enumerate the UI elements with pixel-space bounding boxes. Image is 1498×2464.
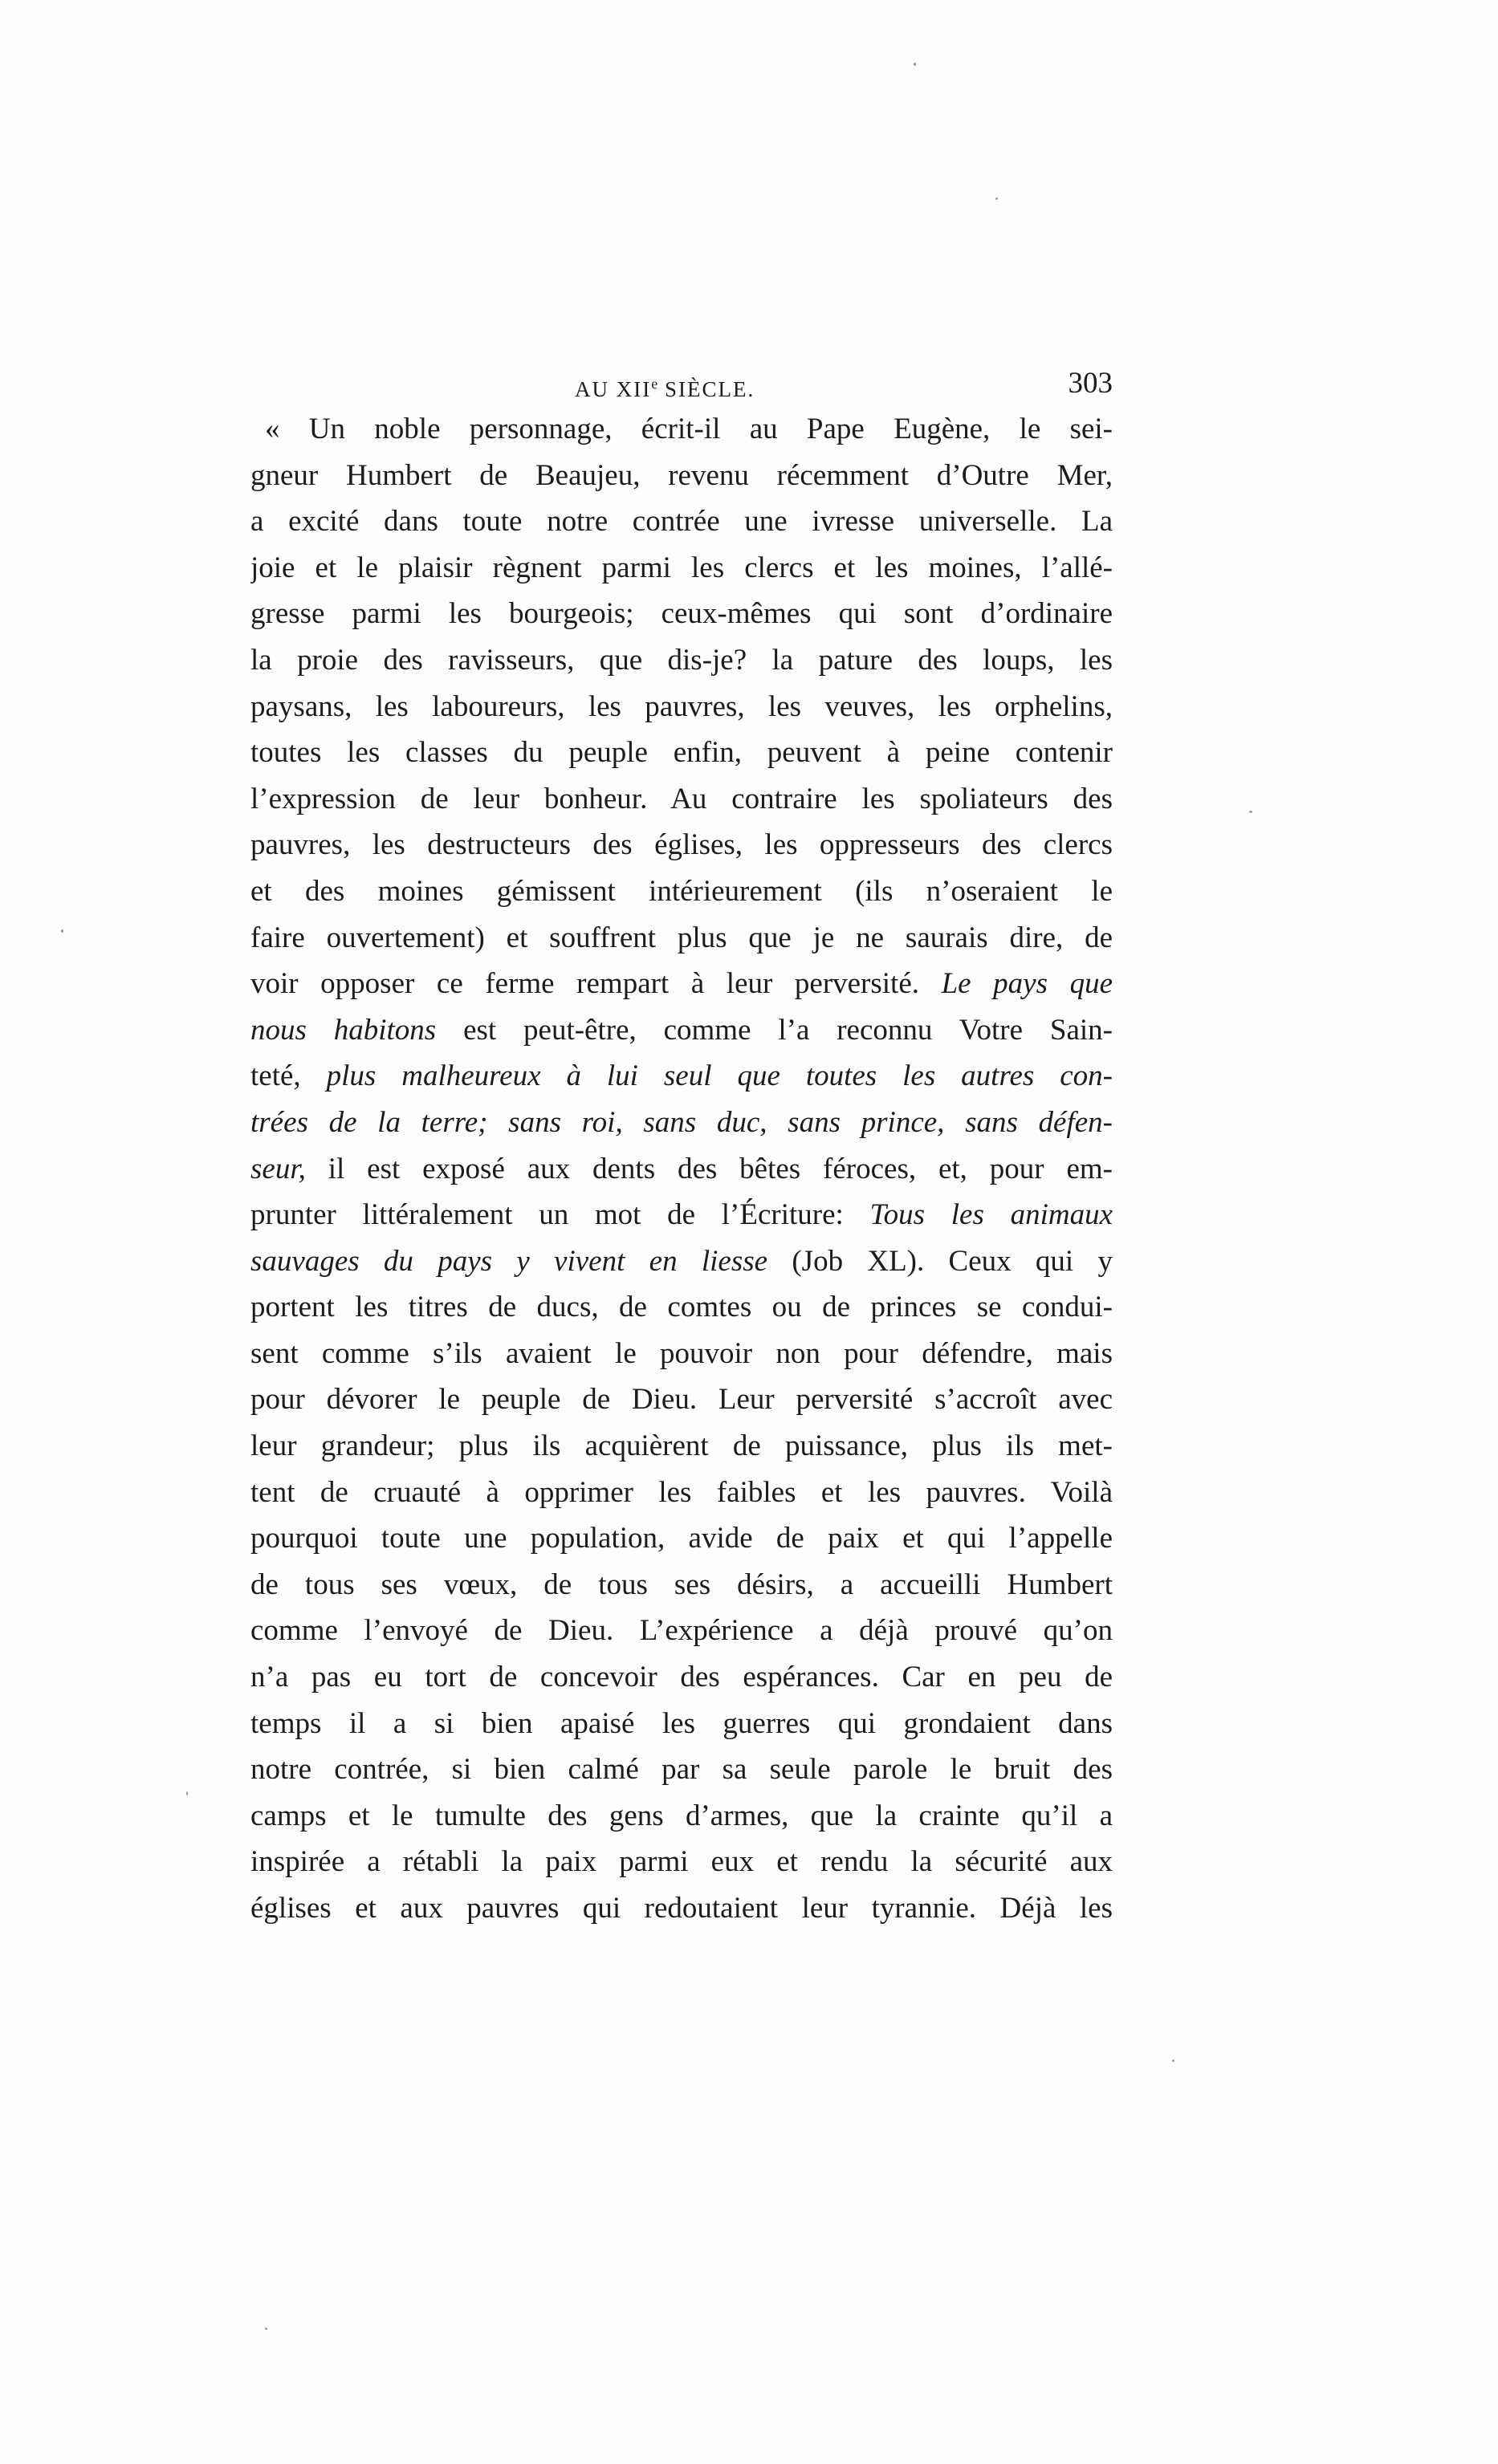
text-run: notre contrée, si bien calmé par sa seule parole le bruit des bbox=[250, 1753, 1113, 1787]
text-run: églises et aux pauvres qui redoutaient leur tyrannie. Déjà les bbox=[250, 1892, 1113, 1925]
paper-speck bbox=[1172, 2059, 1174, 2062]
text-line bbox=[250, 822, 1113, 868]
text-run: prunter littéralement un mot de l’Écriture: bbox=[250, 1198, 870, 1232]
text-run: inspirée a rétabli la paix parmi eux et rendu la sécurité aux bbox=[250, 1845, 1113, 1879]
italic-run: nous habitons bbox=[250, 1013, 437, 1047]
text-line bbox=[250, 1007, 1113, 1054]
text-run: la proie des ravisseurs, que dis-je? la pature des loups, les bbox=[250, 643, 1113, 677]
text-run: (Job XL). Ceux qui y bbox=[767, 1244, 1113, 1278]
text-run: gneur Humbert de Beaujeu, revenu récemment d’Outre Mer, bbox=[250, 458, 1113, 492]
text-line bbox=[250, 1146, 1113, 1193]
paper-speck bbox=[186, 1791, 188, 1795]
century-superscript: e bbox=[651, 376, 658, 392]
italic-run: trées de la terre; sans roi, sans duc, sans prince, sans défen- bbox=[250, 1105, 1113, 1139]
text-run: et des moines gémissent intérieurement (ils n’oseraient le bbox=[250, 874, 1113, 908]
text-line bbox=[250, 1515, 1113, 1562]
text-line bbox=[250, 868, 1113, 915]
text-line bbox=[250, 684, 1113, 730]
text-line bbox=[250, 1053, 1113, 1100]
running-title: AU XIIe SIÈCLE. bbox=[575, 376, 755, 401]
text-run: faire ouvertement) et souffrent plus que je ne saurais dire, de bbox=[250, 921, 1113, 954]
text-line bbox=[250, 730, 1113, 776]
page-number: 303 bbox=[1068, 367, 1113, 400]
text-run: leur grandeur; plus ils acquièrent de puissance, plus ils met- bbox=[250, 1429, 1113, 1463]
paper-speck bbox=[1249, 811, 1252, 813]
text-run: pour dévorer le peuple de Dieu. Leur perversité s’accroît avec bbox=[250, 1383, 1113, 1417]
text-line bbox=[250, 1238, 1113, 1285]
text-run: est peut-être, comme l’a reconnu Votre Sain- bbox=[436, 1013, 1113, 1047]
text-run: toutes les classes du peuple enfin, peuvent à peine contenir bbox=[250, 736, 1113, 770]
text-line bbox=[250, 1793, 1113, 1840]
text-line bbox=[250, 1331, 1113, 1377]
text-run: de tous ses vœux, de tous ses désirs, a accueilli Humbert bbox=[250, 1567, 1113, 1601]
italic-run: sauvages du pays y vivent en liesse bbox=[250, 1244, 768, 1278]
text-run: il est exposé aux dents des bêtes féroces, et, pour em- bbox=[305, 1152, 1113, 1185]
text-run: portent les titres de ducs, de comtes ou de princes se condui- bbox=[250, 1291, 1113, 1324]
text-run: pauvres, les destructeurs des églises, les oppresseurs des clercs bbox=[250, 828, 1113, 862]
body-text bbox=[250, 406, 1113, 1932]
italic-run: plus malheureux à lui seul que toutes les autres con- bbox=[326, 1059, 1113, 1093]
running-head bbox=[250, 363, 1113, 405]
text-line bbox=[250, 961, 1113, 1007]
text-run: camps et le tumulte des gens d’armes, que la crainte qu’il a bbox=[250, 1799, 1113, 1832]
text-line bbox=[250, 637, 1113, 684]
text-line bbox=[250, 1470, 1113, 1516]
text-line bbox=[250, 1192, 1113, 1238]
paper-speck bbox=[914, 63, 916, 66]
italic-run: Le pays que bbox=[941, 967, 1113, 1001]
text-run: « Un noble personnage, écrit-il au Pape Eugène, le sei- bbox=[265, 413, 1113, 445]
text-line bbox=[250, 776, 1113, 823]
text-run: l’expression de leur bonheur. Au contraire les spoliateurs des bbox=[250, 782, 1113, 815]
text-line bbox=[250, 498, 1113, 545]
text-line bbox=[250, 1608, 1113, 1654]
text-run: comme l’envoyé de Dieu. L’expérience a déjà prouvé qu’on bbox=[250, 1614, 1113, 1648]
text-run: a excité dans toute notre contrée une ivresse universelle. La bbox=[250, 505, 1113, 539]
text-line bbox=[250, 591, 1113, 637]
text-run: teté, bbox=[250, 1059, 327, 1093]
text-run: temps il a si bien apaisé les guerres qui grondaient dans bbox=[250, 1706, 1113, 1740]
paper-speck bbox=[995, 197, 998, 200]
text-line bbox=[250, 1562, 1113, 1608]
italic-run: seur, bbox=[250, 1152, 306, 1185]
text-run: voir opposer ce ferme rempart à leur perversité. bbox=[250, 967, 942, 1001]
text-line bbox=[250, 1284, 1113, 1331]
text-line bbox=[250, 1839, 1113, 1885]
text-line bbox=[250, 1885, 1113, 1932]
text-line bbox=[250, 1423, 1113, 1470]
text-line bbox=[250, 1746, 1113, 1793]
paper-speck bbox=[265, 2328, 267, 2330]
text-line bbox=[250, 453, 1113, 499]
paper-speck bbox=[61, 929, 63, 933]
text-line bbox=[250, 406, 1113, 453]
text-line bbox=[250, 1654, 1113, 1701]
text-line bbox=[250, 1376, 1113, 1423]
text-run: n’a pas eu tort de concevoir des espérances. Car en peu de bbox=[250, 1661, 1113, 1694]
text-line bbox=[250, 1701, 1113, 1747]
text-run: paysans, les laboureurs, les pauvres, les veuves, les orphelins, bbox=[250, 689, 1113, 723]
text-run: joie et le plaisir règnent parmi les clercs et les moines, l’allé- bbox=[250, 551, 1113, 584]
text-line bbox=[250, 545, 1113, 592]
text-run: tent de cruauté à opprimer les faibles et les pauvres. Voilà bbox=[250, 1475, 1113, 1509]
text-run: sent comme s’ils avaient le pouvoir non pour défendre, mais bbox=[250, 1336, 1113, 1370]
text-line bbox=[250, 1100, 1113, 1146]
italic-run: Tous les animaux bbox=[869, 1198, 1113, 1232]
text-run: gresse parmi les bourgeois; ceux-mêmes qui sont d’ordinaire bbox=[250, 597, 1113, 631]
text-line bbox=[250, 915, 1113, 962]
text-run: pourquoi toute une population, avide de paix et qui l’appelle bbox=[250, 1522, 1113, 1555]
